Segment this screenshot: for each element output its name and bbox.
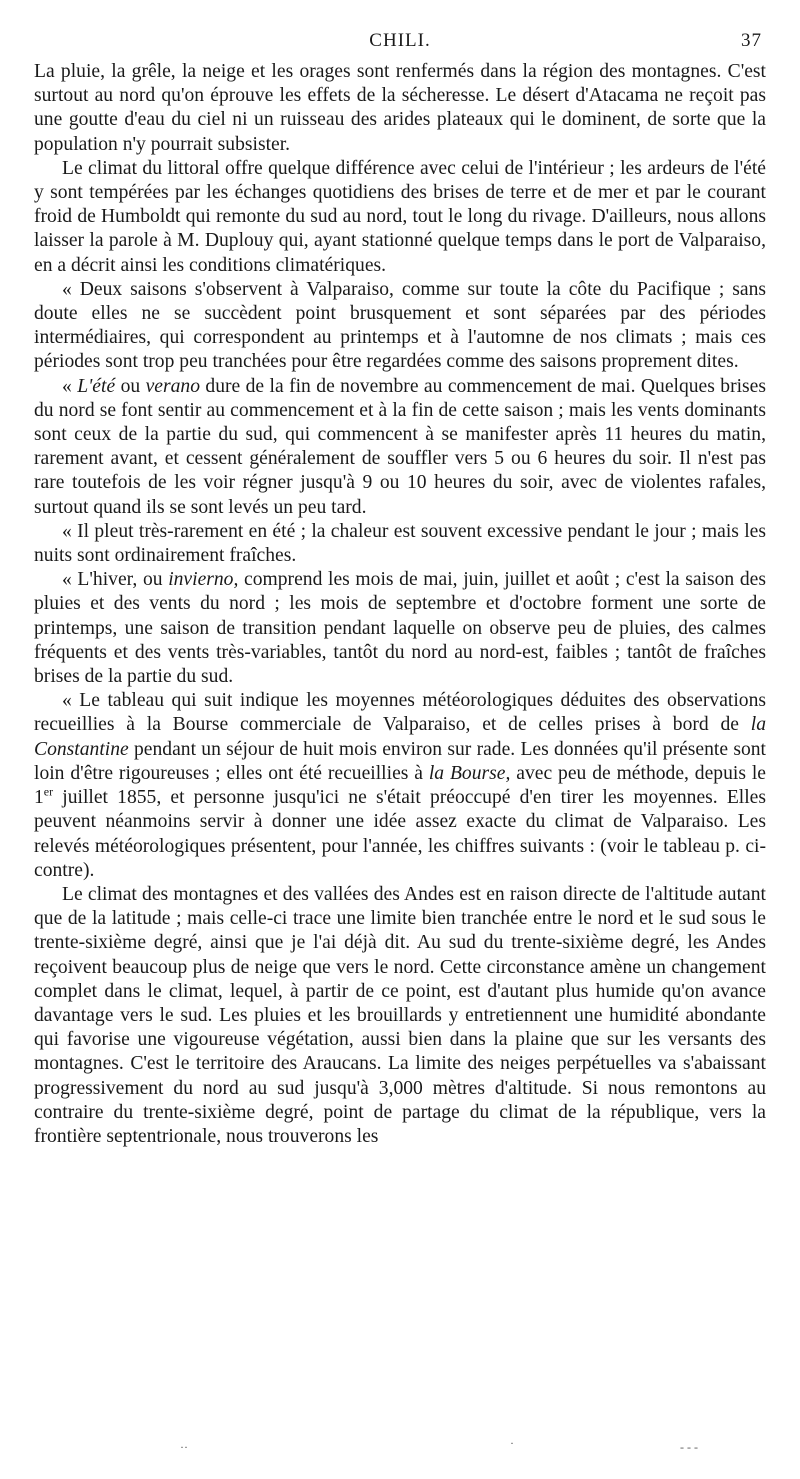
text-run: « L'hiver, ou bbox=[62, 569, 169, 591]
text-run: « bbox=[62, 375, 78, 397]
page-number: 37 bbox=[741, 30, 762, 51]
running-title: CHILI. bbox=[369, 30, 431, 51]
paragraph bbox=[34, 568, 766, 689]
text-run: juillet 1855, et personne jusqu'ici ne s'était préoccupé d'en tirer les moyennes. Elles peuvent néanmoins servir à donner une idée assez exacte du climat de Valparaiso. Les relevés météorologiques présentent, pour l'année, les chiffres suivants : (voir le tableau p. ci-contre). bbox=[34, 787, 766, 881]
italic-text: la Bourse, bbox=[428, 762, 511, 784]
text-run: « Il pleut très-rarement en été ; la chaleur est souvent excessive pendant le jour ; mais les nuits sont ordinairement fraîches. bbox=[34, 520, 766, 567]
print-smudge-mark: · bbox=[510, 1436, 514, 1450]
paragraph bbox=[34, 278, 766, 375]
paragraph bbox=[34, 883, 766, 1149]
body-text bbox=[34, 60, 766, 1149]
running-header bbox=[34, 30, 766, 54]
italic-text: la Constantine bbox=[34, 714, 766, 760]
paragraph bbox=[34, 60, 766, 157]
print-smudge-mark: ·· bbox=[180, 1440, 188, 1454]
italic-text: L'été bbox=[77, 375, 116, 397]
print-smudge-mark: ‐ ‐ ‐ bbox=[680, 1440, 698, 1454]
text-run: Le climat des montagnes et des vallées des Andes est en raison directe de l'altitude autant que de la latitude ; mais celle-ci trace une limite bien tranchée entre le nord et le sud sous le trente-sixième degré, ainsi que je l'ai déjà dit. Au sud du trente-sixième degré, les Andes reçoivent beaucoup plus de neige que vers le nord. Cette circonstance amène un changement complet dans le climat, lequel, à partir de ce point, est d'autant plus humide qu'on avance davantage vers le sud. Les pluies et les brouillards y entretiennent une humidité abondante qui favorise une vigoureuse végétation, aussi bien dans la plaine que sur les versants des montagnes. C'est le territoire des Araucans. La limite des neiges perpétuelles va s'abaissant progressivement du nord au sud jusqu'à 3,000 mètres d'altitude. Si nous remontons au contraire du trente-sixième degré, point de partage du climat de la république, vers la frontière septentrionale, nous trouverons les bbox=[34, 883, 766, 1147]
paragraph bbox=[34, 157, 766, 278]
text-run: dure de la fin de novembre au commencement de mai. Quelques brises du nord se font sentir au commencement et à la fin de cette saison ; mais les vents dominants sont ceux de la partie du sud, qui commencent à se manifester après 11 heures du matin, rarement avant, et cessent généralement de souffler vers 5 ou 6 heures du soir. Il n'est pas rare toutefois de les voir régner jusqu'à 9 ou 10 heures du soir, avec de violentes rafales, surtout quand ils se sont levés un peu tard. bbox=[34, 375, 767, 518]
italic-text: invierno, bbox=[168, 569, 239, 591]
text-run: pendant un séjour de huit mois environ sur rade. Les données qu'il présente sont loin d'être rigoureuses ; elles ont été recueillies à bbox=[34, 738, 766, 784]
text-run: « Deux saisons s'observent à Valparaiso, comme sur toute la côte du Pacifique ; sans doute elles ne se succèdent point brusquement et sont séparées par des périodes intermédiaires, qui correspondent au printemps et à l'automne de nos climats ; mais ces périodes sont trop peu tranchées pour être regardées comme des saisons proprement dites. bbox=[34, 278, 766, 373]
text-run: comprend les mois de mai, juin, juillet et août ; c'est la saison des pluies et des vents du nord ; les mois de septembre et d'octobre forment une sorte de printemps, une saison de transition pendant laquelle on observe peu de pluies, des calmes fréquents et des vents très-variables, tantôt du nord au nord-est, faibles ; tantôt de fraîches brises de la partie du sud. bbox=[34, 569, 766, 688]
text-run: La pluie, la grêle, la neige et les orages sont renfermés dans la région des montagnes. C'est surtout au nord qu'on éprouve les effets de la sécheresse. Le désert d'Atacama ne reçoit pas une goutte d'eau du ciel ni un ruisseau des arides plateaux qui le dominent, de sorte que la population n'y pourrait subsister. bbox=[34, 61, 766, 155]
italic-text: verano bbox=[145, 375, 200, 397]
paragraph bbox=[34, 520, 766, 568]
text-run: Le climat du littoral offre quelque différence avec celui de l'intérieur ; les ardeurs de l'été y sont tempérées par les échanges quotidiens des brises de terre et de mer et par le courant froid de Humboldt qui remonte du sud au nord, tout le long du rivage. D'ailleurs, nous allons laisser la parole à M. Duplouy qui, ayant stationné quelque temps dans le port de Valparaiso, en a décrit ainsi les conditions climatériques. bbox=[34, 157, 766, 276]
text-run: ou bbox=[115, 375, 146, 397]
text-run: avec peu de méthode, depuis le 1 bbox=[34, 762, 766, 809]
text-run: « Le tableau qui suit indique les moyennes météorologiques déduites des observations recueillies à la Bourse commerciale de Valparaiso, et de celles prises à bord de bbox=[34, 690, 766, 736]
paragraph bbox=[34, 689, 766, 883]
superscript-text: er bbox=[43, 784, 54, 799]
paragraph bbox=[34, 375, 766, 520]
